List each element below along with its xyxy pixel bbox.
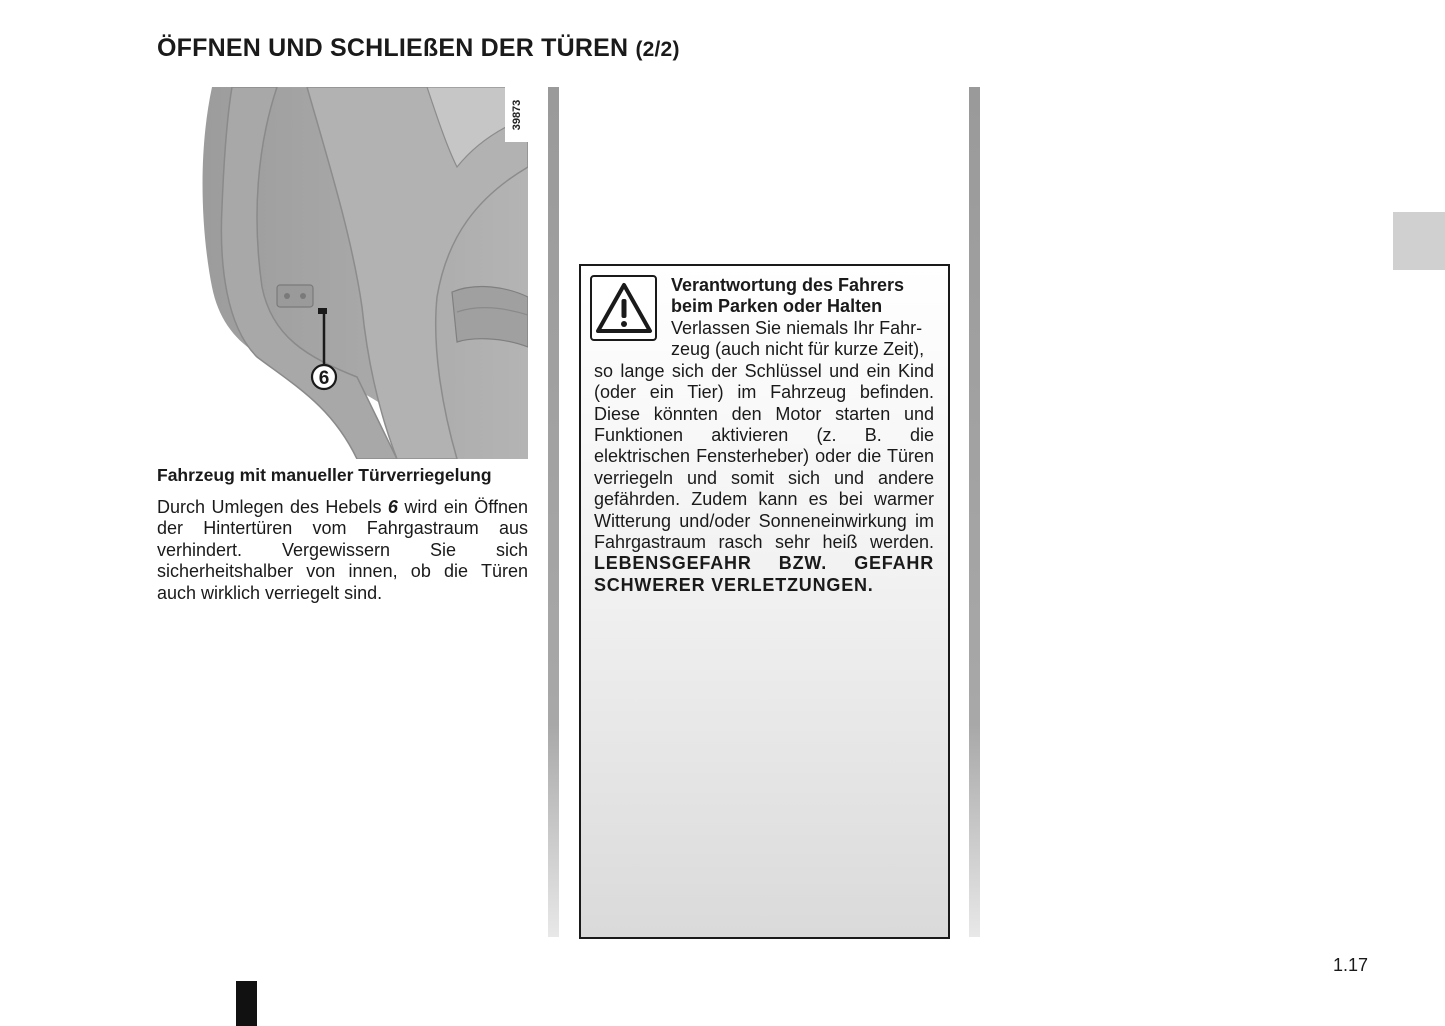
door-lever-illustration [157, 87, 528, 459]
column-divider-left [548, 87, 559, 937]
page-number: 1.17 [1333, 955, 1369, 975]
page-title-part: (2/2) [635, 38, 680, 61]
section-body [157, 497, 528, 604]
chapter-tab [1393, 212, 1445, 270]
image-id: 39873 [511, 99, 523, 131]
body-text-part: Durch Umlegen des Hebels [157, 497, 388, 517]
lever-reference: 6 [387, 497, 398, 517]
section-heading: Fahrzeug mit manueller Türverriegelung [157, 465, 492, 485]
warning-danger-text: LEBENSGEFAHR BZW. GEFAHR SCHWERER VERLETZUNGEN. [594, 553, 934, 595]
door-lever-drawing [157, 87, 528, 459]
warning-text [594, 318, 934, 596]
warning-text-line: Verlassen Sie niemals Ihr Fahr- [671, 318, 923, 338]
warning-text-line: zeug (auch nicht für kurze Zeit), [671, 339, 925, 360]
warning-title: Verantwortung des Fahrers beim Parken oder Halten [671, 275, 905, 317]
page-title-main: ÖFFNEN UND SCHLIEßEN DER TÜREN [157, 34, 629, 62]
warning-text-body: so lange sich der Schlüssel und ein Kind (oder ein Tier) im Fahrzeug befinden. Diese könnten den Motor starten und Funktionen aktivieren (z. B. die elektrischen Fensterheber) oder die Türen verriegeln und somit sich und andere gefährden. Zudem kann es bei warmer Witterung und/oder Sonneneinwirkung im Fahrgastraum rasch sehr heiß werden. [594, 360, 934, 553]
callout-label: 6 [318, 368, 330, 389]
body-text-part: wird ein Öffnen der Hintertüren vom Fahrgastraum aus verhindert. Vergewissern Sie sich sicherheitshalber von innen, ob die Türen auch wirklich verriegelt sind. [157, 497, 528, 603]
column-divider-right [969, 87, 980, 937]
print-mark [236, 981, 257, 1026]
page-title [157, 34, 680, 63]
